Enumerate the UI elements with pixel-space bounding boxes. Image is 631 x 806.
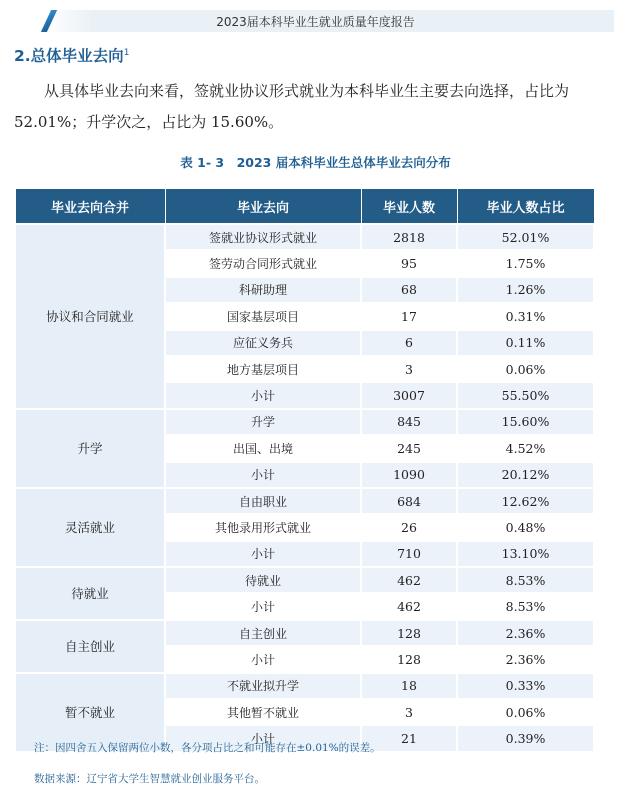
- table-row: [15, 620, 594, 646]
- percent-cell: 1.26%: [457, 277, 594, 303]
- count-cell: 245: [361, 435, 457, 461]
- count-cell: 710: [361, 541, 457, 567]
- group-cell: 协议和合同就业: [15, 224, 165, 409]
- destination-cell: 科研助理: [165, 277, 361, 303]
- count-cell: 17: [361, 303, 457, 329]
- percent-cell: 0.39%: [457, 725, 594, 751]
- group-cell: 自主创业: [15, 620, 165, 673]
- body-paragraph: 从具体毕业去向来看，签就业协议形式就业为本科毕业生主要去向选择，占比为 52.01%；升学次之，占比为 15.60%。: [14, 82, 570, 131]
- count-cell: 26: [361, 514, 457, 540]
- percent-cell: 15.60%: [457, 409, 594, 435]
- group-cell: 待就业: [15, 567, 165, 620]
- destination-cell: 小计: [165, 382, 361, 408]
- table-row: [15, 409, 594, 435]
- percent-cell: 0.06%: [457, 699, 594, 725]
- percent-cell: 8.53%: [457, 593, 594, 619]
- percent-cell: 0.11%: [457, 330, 594, 356]
- report-header-title: 2023届本科毕业生就业质量年度报告: [216, 15, 415, 29]
- percent-cell: 52.01%: [457, 224, 594, 250]
- destination-cell: 小计: [165, 593, 361, 619]
- destination-cell: 升学: [165, 409, 361, 435]
- count-cell: 684: [361, 488, 457, 514]
- percent-cell: 2.36%: [457, 620, 594, 646]
- count-cell: 128: [361, 646, 457, 672]
- destination-cell: 签就业协议形式就业: [165, 224, 361, 250]
- count-cell: 1090: [361, 462, 457, 488]
- table-row: [15, 488, 594, 514]
- group-cell: 灵活就业: [15, 488, 165, 567]
- percent-cell: 2.36%: [457, 646, 594, 672]
- count-cell: 3: [361, 699, 457, 725]
- percent-cell: 12.62%: [457, 488, 594, 514]
- table-row: [15, 224, 594, 250]
- count-cell: 128: [361, 620, 457, 646]
- footnote-marker: 1: [123, 47, 130, 58]
- count-cell: 845: [361, 409, 457, 435]
- col-header-group: 毕业去向合并: [15, 189, 165, 225]
- destination-cell: 小计: [165, 462, 361, 488]
- destination-cell: 小计: [165, 725, 361, 751]
- destination-cell: 小计: [165, 541, 361, 567]
- col-header-percent: 毕业人数占比: [457, 189, 594, 225]
- table-body: [15, 224, 594, 752]
- count-cell: 95: [361, 250, 457, 276]
- destination-cell: 国家基层项目: [165, 303, 361, 329]
- section-title-text: 2.总体毕业去向: [14, 47, 124, 65]
- destination-cell: 自由职业: [165, 488, 361, 514]
- percent-cell: 13.10%: [457, 541, 594, 567]
- count-cell: 6: [361, 330, 457, 356]
- destination-table: [14, 188, 595, 753]
- destination-cell: 出国、出境: [165, 435, 361, 461]
- group-cell: 暂不就业: [15, 673, 165, 752]
- data-source: 数据来源：辽宁省大学生智慧就业创业服务平台。: [34, 773, 265, 785]
- count-cell: 462: [361, 567, 457, 593]
- percent-cell: 0.48%: [457, 514, 594, 540]
- section-title: [14, 44, 129, 66]
- destination-cell: 签劳动合同形式就业: [165, 250, 361, 276]
- destination-cell: 不就业拟升学: [165, 673, 361, 699]
- destination-cell: 其他录用形式就业: [165, 514, 361, 540]
- col-header-destination: 毕业去向: [165, 189, 361, 225]
- table-header-row: [15, 189, 594, 225]
- destination-cell: 自主创业: [165, 620, 361, 646]
- percent-cell: 0.31%: [457, 303, 594, 329]
- count-cell: 462: [361, 593, 457, 619]
- count-cell: 18: [361, 673, 457, 699]
- destination-cell: 应征义务兵: [165, 330, 361, 356]
- percent-cell: 20.12%: [457, 462, 594, 488]
- percent-cell: 0.06%: [457, 356, 594, 382]
- percent-cell: 0.33%: [457, 673, 594, 699]
- destination-cell: 小计: [165, 646, 361, 672]
- table-caption: 表 1- 3 2023 届本科毕业生总体毕业去向分布: [180, 155, 451, 170]
- table-row: [15, 673, 594, 699]
- destination-cell: 待就业: [165, 567, 361, 593]
- destination-cell: 其他暂不就业: [165, 699, 361, 725]
- percent-cell: 8.53%: [457, 567, 594, 593]
- count-cell: 3007: [361, 382, 457, 408]
- percent-cell: 1.75%: [457, 250, 594, 276]
- col-header-count: 毕业人数: [361, 189, 457, 225]
- count-cell: 68: [361, 277, 457, 303]
- percent-cell: 55.50%: [457, 382, 594, 408]
- percent-cell: 4.52%: [457, 435, 594, 461]
- count-cell: 21: [361, 725, 457, 751]
- destination-cell: 地方基层项目: [165, 356, 361, 382]
- table-note: 注：因四舍五入保留两位小数，各分项占比之和可能存在±0.01%的误差。: [34, 742, 381, 754]
- group-cell: 升学: [15, 409, 165, 488]
- table-row: [15, 567, 594, 593]
- count-cell: 3: [361, 356, 457, 382]
- count-cell: 2818: [361, 224, 457, 250]
